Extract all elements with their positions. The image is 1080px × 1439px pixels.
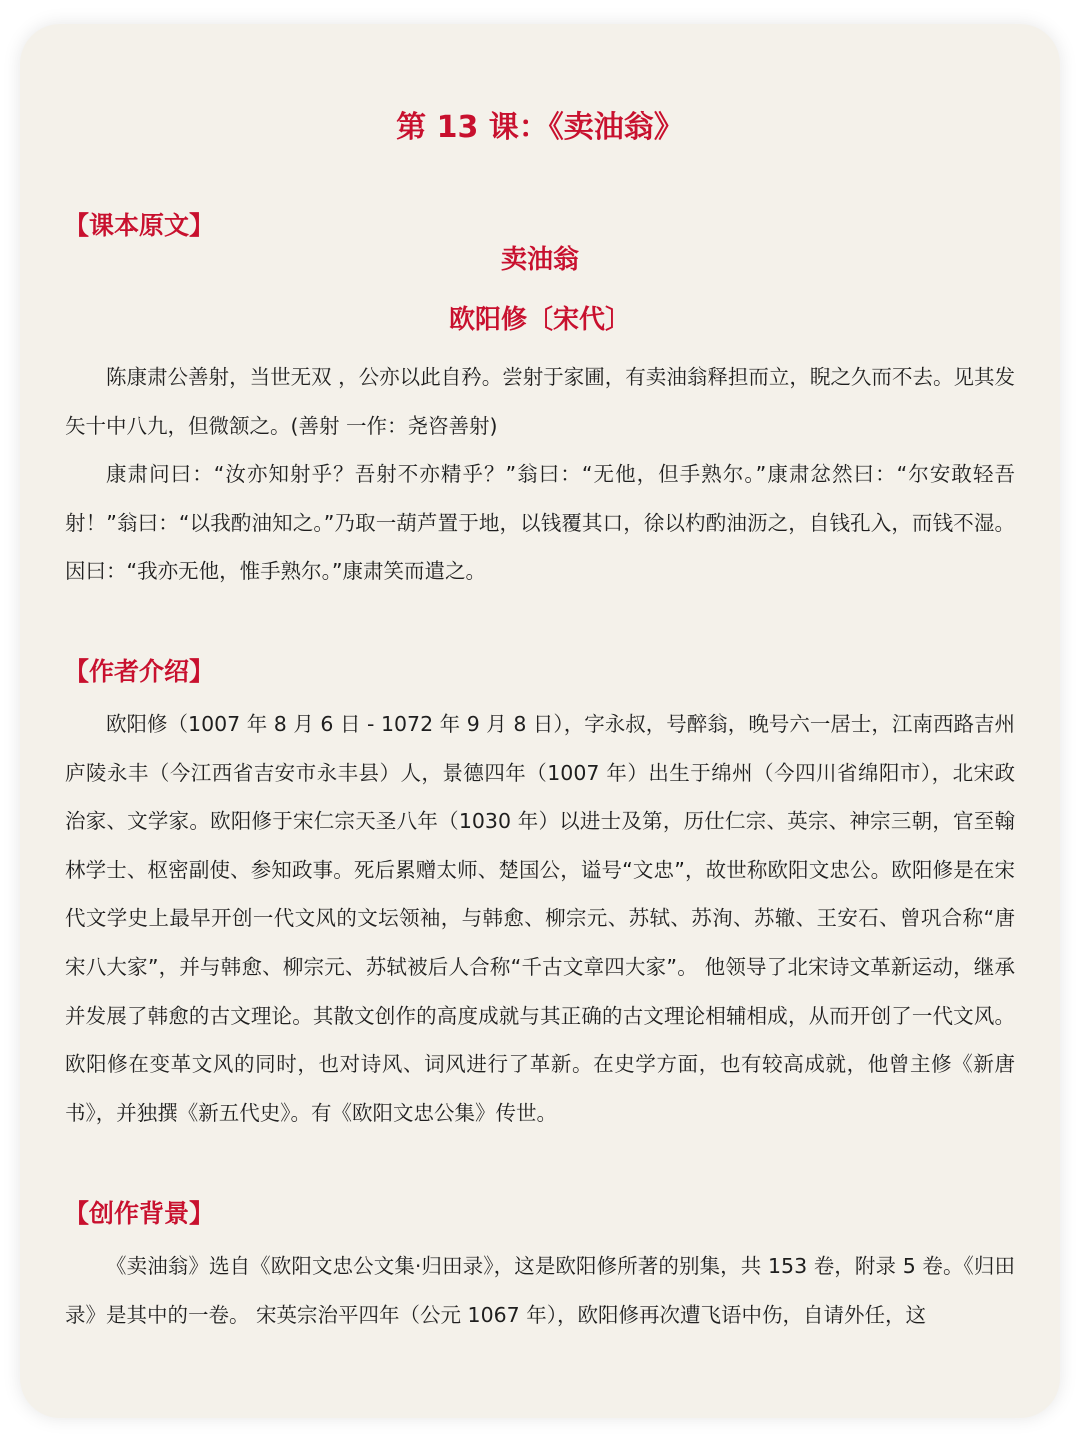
- author-paragraph: 欧阳修（1007 年 8 月 6 日 - 1072 年 9 月 8 日），字永叔，号醉翁，晚号六一居士，江南西路吉州庐陵永丰（今江西省吉安市永丰县）人，景德四年（1007 年）出生于绵州（今四川省绵阳市），北宋政治家、文学家。欧阳修于宋仁宗天圣八年（1030 年）以进士及第，历仕仁宗、英宗、神宗三朝，官至翰林学士、枢密副使、参知政事。死后累赠太师、楚国公，谥号“文忠”，故世称欧阳文忠公。欧阳修是在宋代文学史上最早开创一代文风的文坛领袖，与韩愈、柳宗元、苏轼、苏洵、苏辙、王安石、曾巩合称“唐宋八大家”，并与韩愈、柳宗元、苏轼被后人合称“千古文章四大家”。 他领导了北宋诗文革新运动，继承并发展了韩愈的古文理论。其散文创作的高度成就与其正确的古文理论相辅相成，从而开创了一代文风。欧阳修在变革文风的同时，也对诗风、词风进行了革新。在史学方面，也有较高成就，他曾主修《新唐书》，并独撰《新五代史》。有《欧阳文忠公集》传世。: [65, 712, 1015, 1125]
- background-text: [65, 1242, 1015, 1339]
- section-heading-author: 【作者介绍】: [64, 657, 215, 686]
- author-line: 欧阳修〔宋代〕: [448, 305, 631, 335]
- document-page: [20, 24, 1060, 1418]
- section-heading-original: 【课本原文】: [64, 211, 215, 240]
- original-paragraph: 康肃问曰：“汝亦知射乎？吾射不亦精乎？”翁曰：“无他，但手熟尔。”康肃忿然曰：“尔安敢轻吾射！”翁曰：“以我酌油知之。”乃取一葫芦置于地，以钱覆其口，徐以杓酌油沥之，自钱孔入，而钱不湿。因曰：“我亦无他，惟手熟尔。”康肃笑而遣之。: [65, 462, 1015, 584]
- original-paragraph: 陈康肃公善射，当世无双 ，公亦以此自矜。尝射于家圃，有卖油翁释担而立，睨之久而不去。见其发矢十中八九，但微颔之。(善射 一作：尧咨善射): [65, 365, 1015, 438]
- author-text: [65, 700, 1015, 1137]
- background-paragraph: 《卖油翁》选自《欧阳文忠公文集·归田录》，这是欧阳修所著的别集，共 153 卷，附录 5 卷。《归田录》是其中的一卷。 宋英宗治平四年（公元 1067 年），欧阳修再次遭飞语中伤，自请外任，这: [65, 1254, 1015, 1327]
- original-text: [65, 353, 1015, 596]
- lesson-title: 第 13 课：《卖油翁》: [396, 110, 684, 145]
- text-title: 卖油翁: [500, 245, 579, 275]
- section-heading-background: 【创作背景】: [64, 1199, 215, 1228]
